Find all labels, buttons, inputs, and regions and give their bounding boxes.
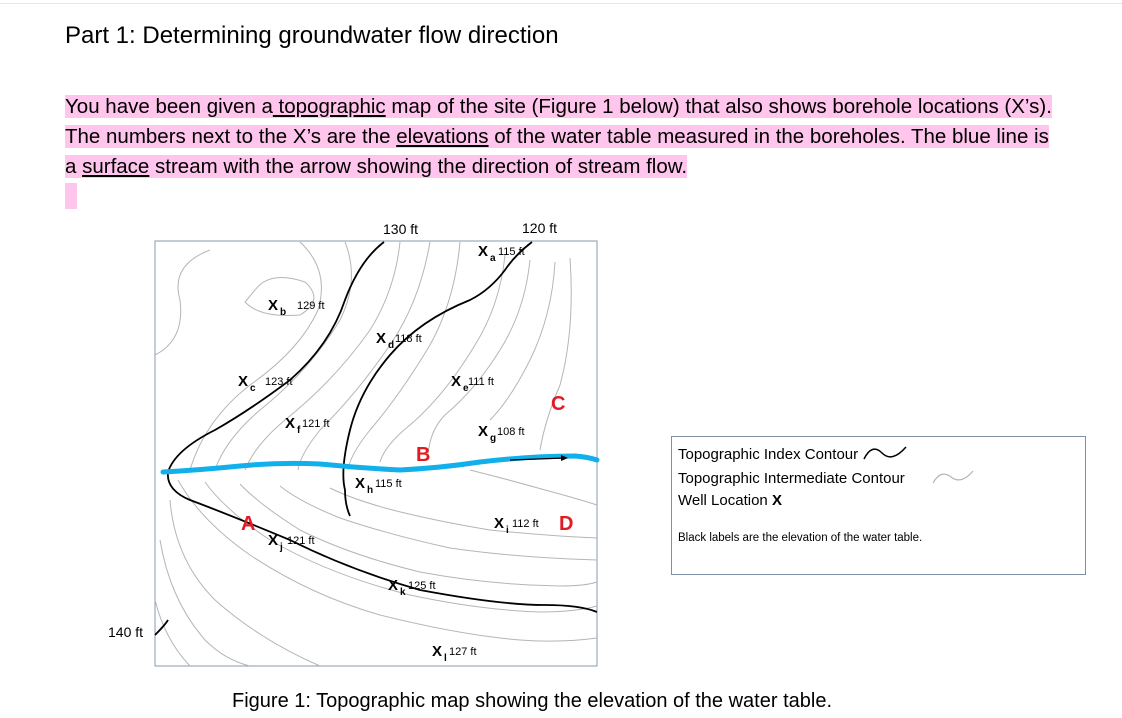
contour-140 — [155, 620, 168, 635]
legend-intermediate-contour — [678, 467, 975, 487]
svg-text:l: l — [444, 653, 447, 664]
svg-text:g: g — [490, 433, 497, 444]
para-text-3: of the water table measured in the boreholes. The blue line is a — [65, 125, 1049, 178]
well-f — [285, 415, 330, 436]
index-contour-swatch-icon — [862, 443, 908, 463]
figure-caption: Figure 1: Topographic map showing the elevation of the water table. — [232, 690, 832, 712]
legend-intermediate-contour-label: Topographic Intermediate Contour — [678, 470, 905, 487]
svg-text:125 ft: 125 ft — [408, 580, 436, 592]
well-k — [388, 577, 436, 598]
svg-text:h: h — [367, 485, 374, 496]
point-a: A — [241, 513, 256, 535]
legend-note: Black labels are the elevation of the water table. — [678, 532, 923, 544]
well-e — [451, 373, 494, 394]
legend-well-location — [678, 492, 782, 509]
svg-text:X: X — [388, 577, 399, 594]
para-text-1: You have been given a — [65, 95, 273, 118]
well-h — [355, 475, 402, 496]
svg-text:d: d — [388, 340, 395, 351]
svg-text:f: f — [297, 425, 301, 436]
svg-text:X: X — [355, 475, 366, 492]
well-a — [478, 243, 525, 264]
svg-text:127 ft: 127 ft — [449, 646, 477, 658]
svg-text:118 ft: 118 ft — [395, 333, 422, 345]
well-symbol-icon: X — [771, 492, 782, 509]
well-j — [268, 532, 315, 553]
svg-text:111 ft: 111 ft — [468, 376, 494, 388]
svg-text:X: X — [238, 373, 249, 390]
svg-text:j: j — [280, 542, 283, 553]
stream-line — [163, 456, 597, 472]
svg-text:X: X — [478, 243, 489, 260]
svg-text:e: e — [463, 383, 469, 394]
svg-text:b: b — [280, 307, 287, 318]
well-d — [376, 330, 422, 351]
svg-text:129 ft: 129 ft — [297, 300, 325, 312]
svg-text:X: X — [285, 415, 296, 432]
svg-text:121 ft: 121 ft — [302, 418, 330, 430]
svg-text:i: i — [506, 525, 509, 536]
contour-label-120: 120 ft — [522, 220, 558, 236]
svg-text:112 ft: 112 ft — [512, 518, 539, 530]
svg-text:121 ft: 121 ft — [287, 535, 315, 547]
index-contours — [155, 242, 597, 635]
point-c: C — [551, 393, 566, 415]
contour-120 — [343, 242, 532, 516]
para-text-4: stream with the arrow showing the direction of stream flow. — [149, 155, 688, 178]
topographic-link-text: topographic — [272, 95, 386, 118]
point-b: B — [416, 444, 431, 466]
map-legend — [671, 436, 1086, 575]
svg-text:c: c — [250, 383, 256, 394]
svg-text:X: X — [432, 643, 443, 660]
well-l — [432, 643, 477, 664]
point-d: D — [559, 513, 574, 535]
surface-text: surface — [82, 155, 150, 178]
para-text-2: map of the site (Figure 1 below) that also shows borehole locations (X’s). The numbers next to the X’s are the — [65, 95, 1052, 148]
legend-index-contour-label: Topographic Index Contour — [678, 446, 859, 463]
map-frame — [155, 241, 597, 666]
svg-text:X: X — [268, 297, 279, 314]
intermediate-contours — [155, 242, 597, 666]
svg-text:X: X — [478, 423, 489, 440]
svg-text:115 ft: 115 ft — [375, 478, 402, 490]
svg-text:108 ft: 108 ft — [497, 426, 525, 438]
contour-label-130: 130 ft — [383, 221, 419, 237]
well-c — [238, 373, 293, 394]
legend-index-contour — [678, 443, 908, 463]
intermediate-contour-swatch-icon — [909, 467, 975, 487]
svg-text:X: X — [494, 515, 505, 532]
svg-text:X: X — [376, 330, 387, 347]
svg-text:a: a — [490, 253, 496, 264]
svg-text:123 ft: 123 ft — [265, 376, 293, 388]
elevations-text: elevations — [396, 125, 489, 148]
svg-text:X: X — [451, 373, 462, 390]
svg-text:115 ft: 115 ft — [498, 246, 525, 258]
svg-text:k: k — [400, 587, 406, 598]
part-heading: Part 1: Determining groundwater flow direction — [65, 22, 559, 49]
well-g — [478, 423, 525, 444]
svg-text:X: X — [268, 532, 279, 549]
legend-well-location-label: Well Location — [678, 492, 768, 509]
contour-label-140: 140 ft — [108, 624, 144, 640]
